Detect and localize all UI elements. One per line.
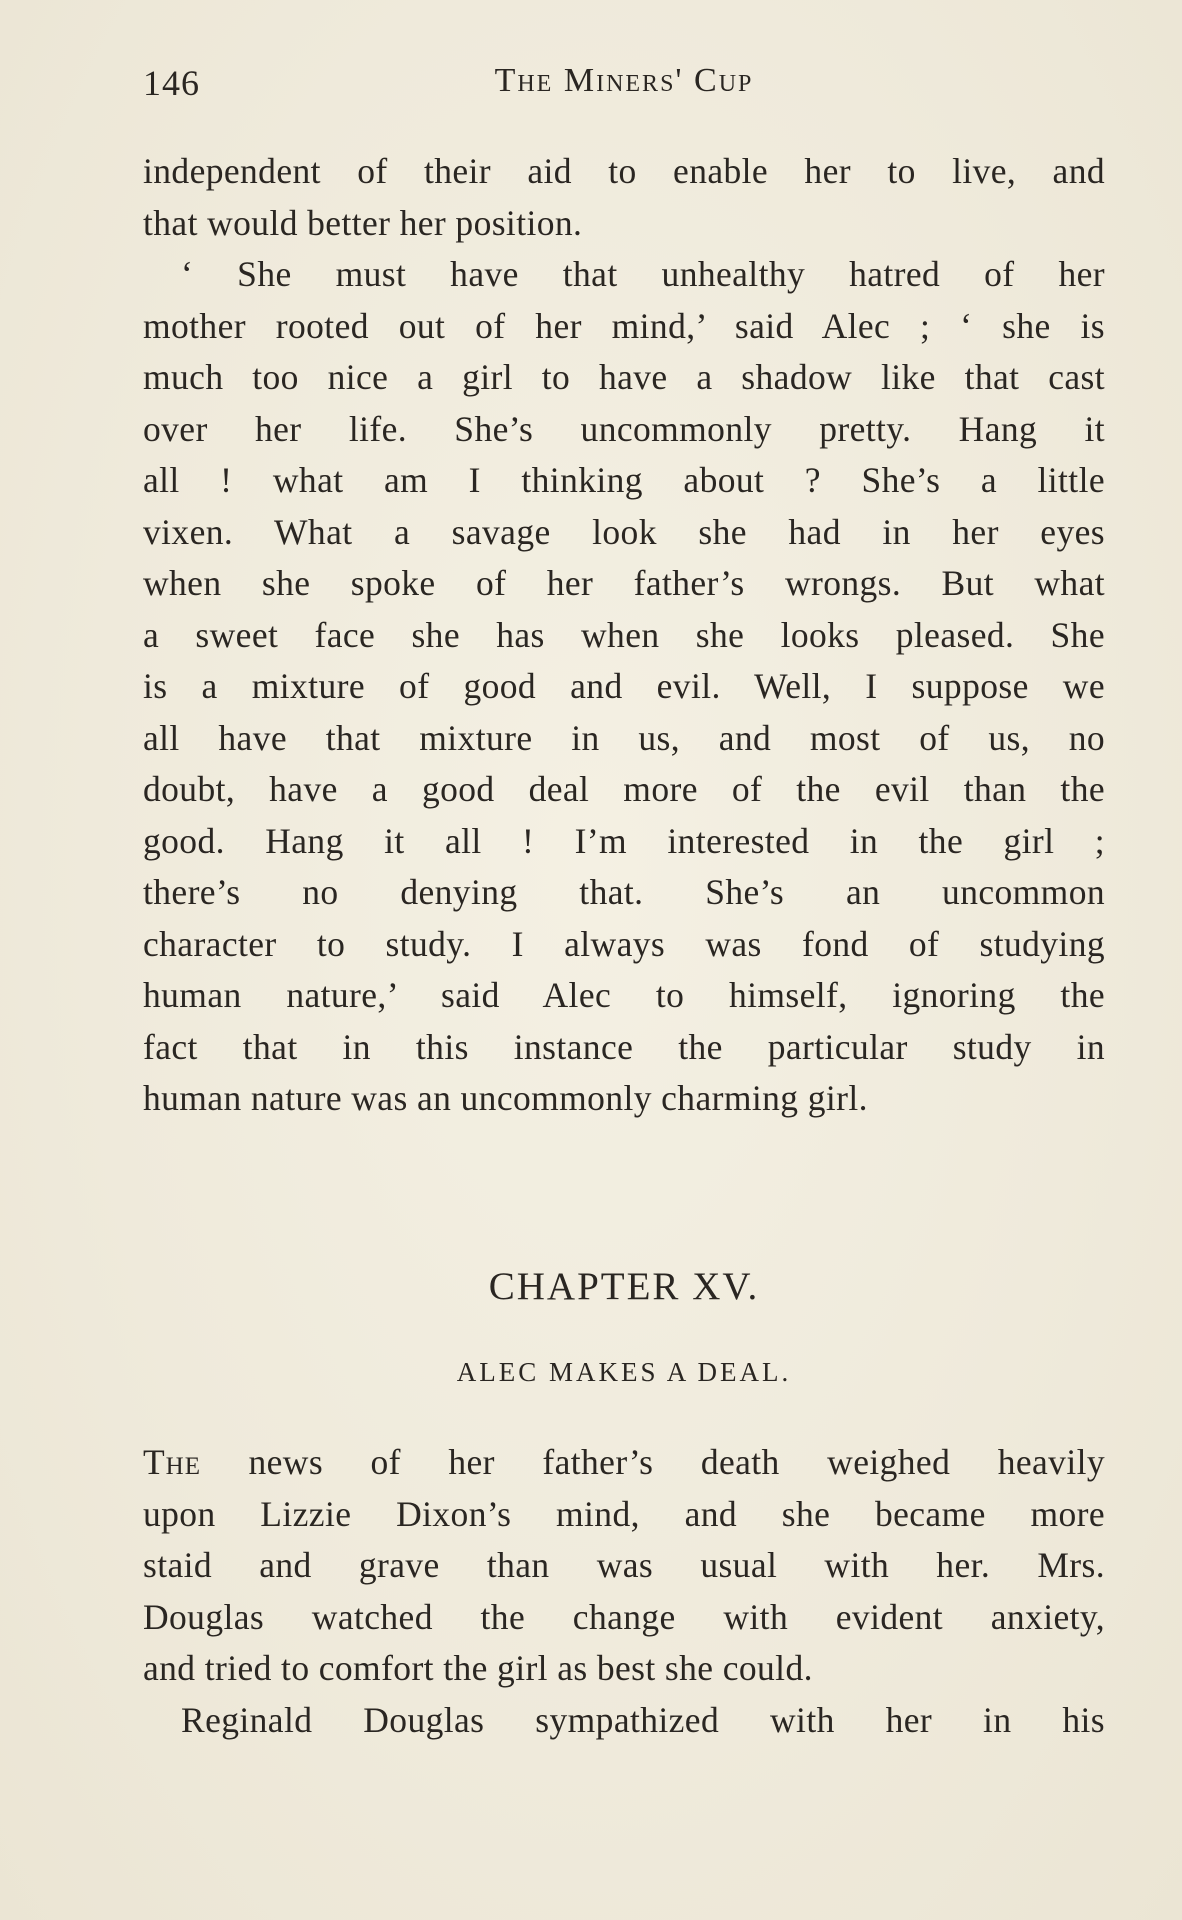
text-line: staid and grave than was usual with her. Mrs. bbox=[143, 1545, 1105, 1585]
text-line: ‘ She must have that unhealthy hatred of her bbox=[181, 254, 1105, 294]
running-title: The Miners' Cup bbox=[494, 62, 754, 99]
text-line: over her life. She’s uncommonly pretty. Hang it bbox=[143, 408, 1105, 449]
text-line: upon Lizzie Dixon’s mind, and she became more bbox=[143, 1493, 1105, 1534]
text-line: Reginald Douglas sympathized with her in his bbox=[181, 1699, 1105, 1740]
text-line: all ! what am I thinking about ? She’s a little bbox=[143, 460, 1105, 500]
text-line: character to study. I always was fond of studying bbox=[143, 923, 1105, 964]
text-line: independent of their aid to enable her to live, and bbox=[143, 151, 1105, 191]
text-line: much too nice a girl to have a shadow like that cast bbox=[143, 357, 1105, 397]
text-line: that would better her position. bbox=[143, 202, 583, 243]
text-block-bottom bbox=[143, 1437, 1105, 1746]
chapter-subtitle: ALEC MAKES A DEAL. bbox=[456, 1357, 792, 1387]
text-line bbox=[143, 1437, 1105, 1489]
text-line: good. Hang it all ! I’m interested in the girl ; bbox=[143, 820, 1105, 861]
text-line: human nature,’ said Alec to himself, ignoring the bbox=[143, 975, 1105, 1015]
text-line: there’s no denying that. She’s an uncommon bbox=[143, 872, 1105, 912]
text-line: fact that in this instance the particular study in bbox=[143, 1026, 1105, 1067]
text-block-top bbox=[143, 146, 1105, 1125]
text-line: doubt, have a good deal more of the evil than the bbox=[143, 769, 1105, 809]
text-line: and tried to comfort the girl as best she could. bbox=[143, 1648, 813, 1688]
text-line: all have that mixture in us, and most of us, no bbox=[143, 717, 1105, 758]
text-line: human nature was an uncommonly charming girl. bbox=[143, 1078, 868, 1118]
text-line: is a mixture of good and evil. Well, I suppose we bbox=[143, 666, 1105, 706]
text-line: Douglas watched the change with evident anxiety, bbox=[143, 1596, 1105, 1637]
text-line: a sweet face she has when she looks pleased. She bbox=[143, 614, 1105, 655]
text-line-rest: news of her father’s death weighed heavily bbox=[201, 1442, 1105, 1482]
text-line: vixen. What a savage look she had in her eyes bbox=[143, 511, 1105, 552]
page-number: 146 bbox=[143, 63, 200, 103]
text-line: when she spoke of her father’s wrongs. But what bbox=[143, 563, 1105, 603]
chapter-title: CHAPTER XV. bbox=[488, 1265, 760, 1308]
chapter-lead-word: The bbox=[143, 1442, 202, 1482]
text-line: mother rooted out of her mind,’ said Alec ; ‘ she is bbox=[143, 305, 1105, 346]
running-head bbox=[143, 62, 1105, 112]
